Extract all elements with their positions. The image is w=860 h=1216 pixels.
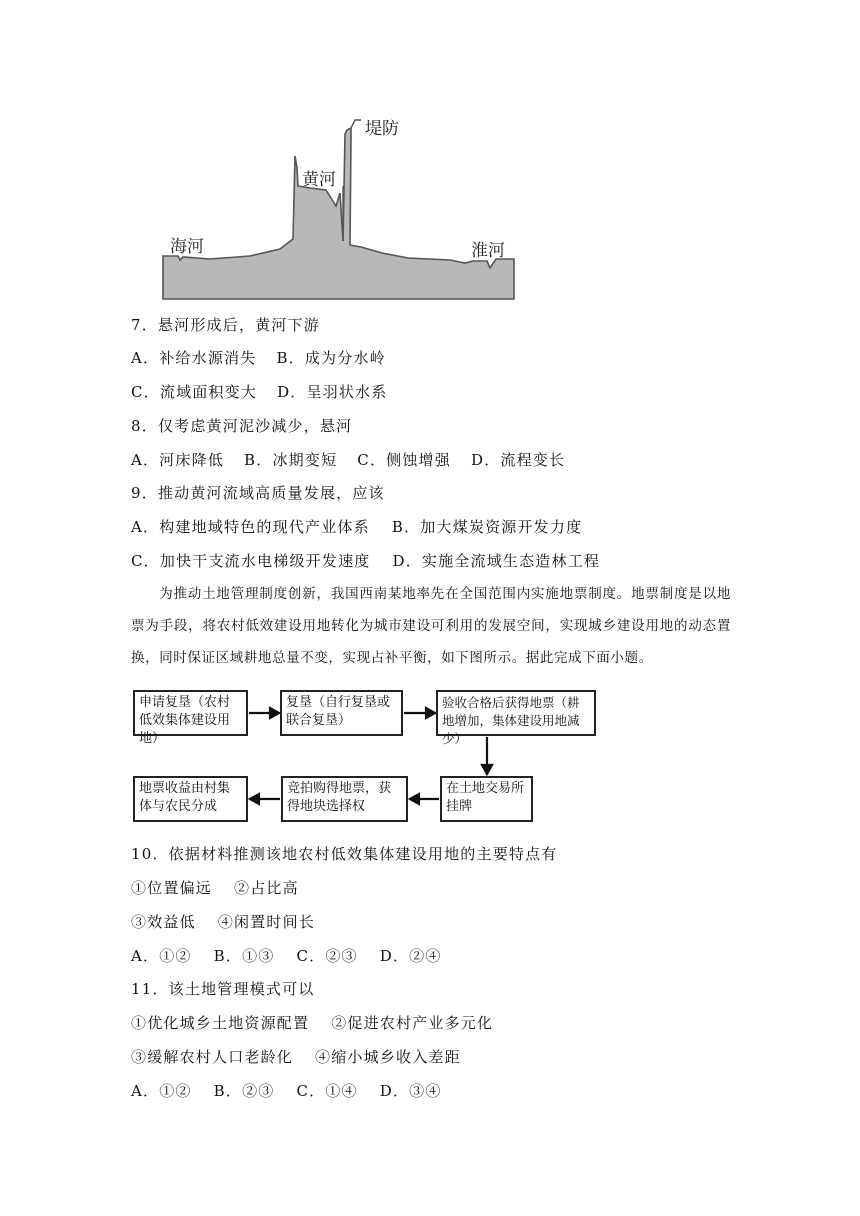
arrow-1-to-2-head <box>270 708 279 718</box>
q8-stem: 8．仅考虑黄河泥沙减少，悬河 <box>131 417 353 435</box>
q7-options-row2 <box>131 381 388 402</box>
q8-option-c[interactable]: C．侧蚀增强 <box>357 451 451 469</box>
flow-box-revenue-share: 地票收益由村集体与农民分成 <box>133 776 248 822</box>
q9-stem: 9．推动黄河流域高质量发展，应该 <box>131 484 385 502</box>
flow-box-reclaim: 复垦（自行复垦或联合复垦） <box>280 690 403 736</box>
q10-item-2: ②占比高 <box>234 879 299 897</box>
dike-pointer-line <box>351 120 361 128</box>
q9-options-row2 <box>131 550 600 571</box>
q9-options-row1 <box>131 516 582 537</box>
q8-option-a[interactable]: A．河床降低 <box>131 451 225 469</box>
q11-items-row2 <box>131 1046 461 1067</box>
q10-option-a[interactable]: A．①② <box>131 947 192 965</box>
q8-option-b[interactable]: B．冰期变短 <box>244 451 338 469</box>
q9-option-a[interactable]: A．构建地域特色的现代产业体系 <box>131 518 370 536</box>
flow-box-auction: 竞拍购得地票，获得地块选择权 <box>281 776 408 822</box>
q7-option-a[interactable]: A．补给水源消失 <box>131 349 257 367</box>
q10-item-1: ①位置偏远 <box>131 879 213 897</box>
q10-items-row2 <box>131 911 315 932</box>
cross-section-svg <box>150 108 525 306</box>
terrain-profile <box>163 128 514 299</box>
q10-option-b[interactable]: B．①③ <box>213 947 275 965</box>
dike-label: 堤防 <box>365 119 399 139</box>
arrow-2-to-3-head <box>426 708 435 718</box>
hai-river-label: 海河 <box>170 237 204 257</box>
q11-option-d[interactable]: D．③④ <box>379 1082 442 1100</box>
q8-option-d[interactable]: D．流程变长 <box>470 451 566 469</box>
q11-option-c[interactable]: C．①④ <box>296 1082 358 1100</box>
q7-options-row1 <box>131 347 386 368</box>
q10-option-c[interactable]: C．②③ <box>296 947 358 965</box>
q11-option-a[interactable]: A．①② <box>131 1082 192 1100</box>
flow-box-exchange-listing: 在土地交易所挂牌 <box>440 776 533 822</box>
q10-options-row <box>131 945 442 966</box>
q7-option-d[interactable]: D．呈羽状水系 <box>277 383 388 401</box>
q11-stem: 11．该土地管理模式可以 <box>131 980 315 998</box>
q10-stem: 10．依据材料推测该地农村低效集体建设用地的主要特点有 <box>131 845 558 863</box>
arrow-3-to-4-head <box>482 765 492 774</box>
q9-option-b[interactable]: B．加大煤炭资源开发力度 <box>391 518 583 536</box>
q11-options-row <box>131 1080 442 1101</box>
q10-option-d[interactable]: D．②④ <box>379 947 442 965</box>
arrow-4-to-5-head <box>410 794 419 804</box>
q11-option-b[interactable]: B．②③ <box>213 1082 275 1100</box>
q11-item-2: ②促进农村产业多元化 <box>331 1014 494 1032</box>
huai-river-label: 淮河 <box>471 241 505 261</box>
q7-option-c[interactable]: C．流域面积变大 <box>131 383 258 401</box>
q11-item-4: ④缩小城乡收入差距 <box>315 1048 461 1066</box>
yellow-river-label: 黄河 <box>302 170 336 190</box>
q9-option-d[interactable]: D．实施全流域生态造林工程 <box>392 552 601 570</box>
material-passage <box>131 578 731 674</box>
flow-box-apply-reclaim: 申请复垦（农村低效集体建设用地） <box>133 690 248 736</box>
q9-option-c[interactable]: C．加快干支流水电梯级开发速度 <box>131 552 371 570</box>
q11-item-1: ①优化城乡土地资源配置 <box>131 1014 310 1032</box>
q8-options-row <box>131 449 565 470</box>
arrow-5-to-6-head <box>250 794 259 804</box>
q10-items-row1 <box>131 877 299 898</box>
q7-option-b[interactable]: B．成为分水岭 <box>276 349 386 367</box>
q10-item-3: ③效益低 <box>131 913 196 931</box>
q11-items-row1 <box>131 1012 493 1033</box>
passage-text: 为推动土地管理制度创新，我国西南某地率先在全国范围内实施地票制度。地票制度是以地票为手段，将农村低效建设用地转化为城市建设可利用的发展空间，实现城乡建设用地的动态置换，同时保证区域耕地总量不变，实现占补平衡，如下图所示。据此完成下面小题。 <box>131 586 731 666</box>
suspended-river-cross-section <box>150 108 525 306</box>
flow-box-acceptance-ticket: 验收合格后获得地票（耕地增加，集体建设用地减少） <box>436 690 596 736</box>
q10-item-4: ④闲置时间长 <box>217 913 316 931</box>
q7-stem: 7．悬河形成后，黄河下游 <box>131 316 320 334</box>
q11-item-3: ③缓解农村人口老龄化 <box>131 1048 294 1066</box>
